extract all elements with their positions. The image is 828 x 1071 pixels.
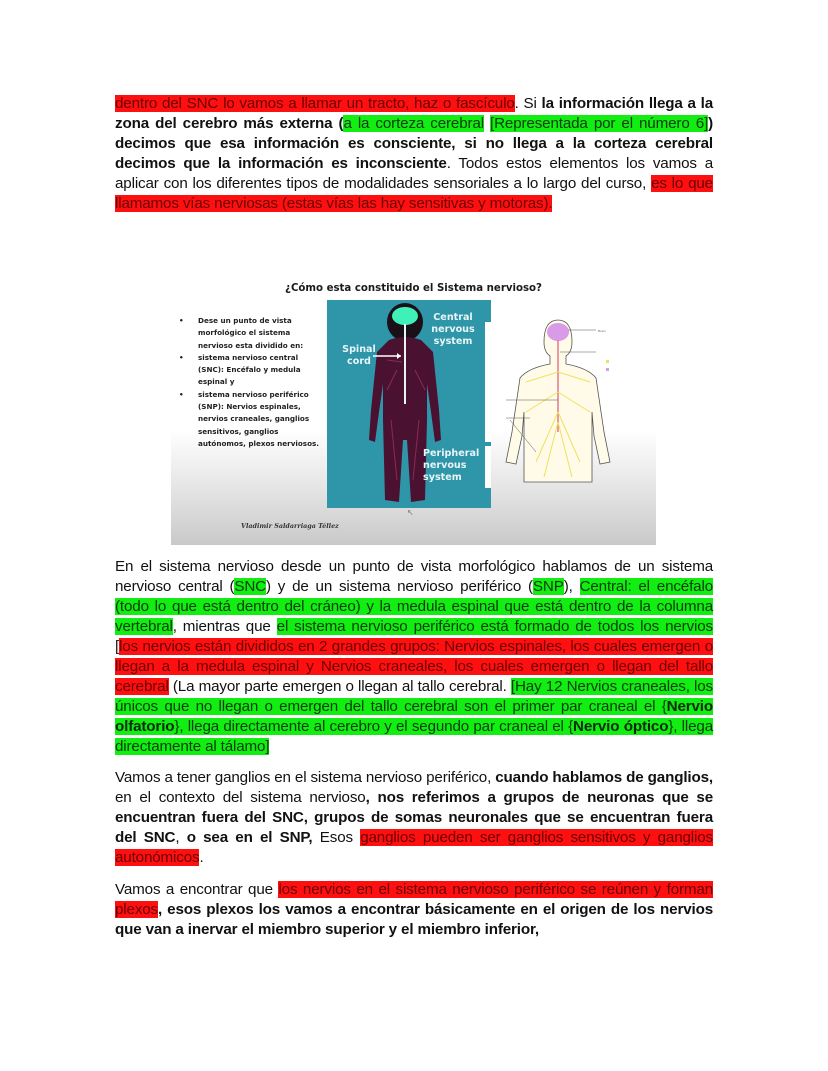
bold-text: , esos plexos los vamos a encontrar básicamente en el origen de los nervios que van a inervar el miembro superior y el miembro inferior,	[115, 901, 713, 938]
paragraph-ganglios	[115, 768, 713, 868]
bracket	[485, 446, 491, 488]
bold-text: , nos referimos a grupos de neuronas que se encuentran fuera del SNC, grupos de somas neuronales que se encuentran fuera del SNC	[115, 789, 713, 846]
text: .	[199, 849, 204, 866]
text: ),	[563, 578, 580, 595]
highlight-red: los nervios están divididos en 2 grandes grupos: Nervios espinales, los cuales emergen o llegan a la medula espinal y Nervios craneales, los cuales emergen o llegan del tallo cerebral	[115, 638, 713, 695]
mouse-cursor-icon: ↖	[407, 508, 414, 517]
bold-text: Nervio olfatorio	[115, 698, 713, 735]
highlight-red: es lo que llamamos vías nerviosas (estas vías las hay sensitivas y motoras).	[115, 175, 713, 212]
text: [Hay 12 Nervios craneales, los únicos que no llegan o emergen del tallo cerebral son el primer par craneal el {	[115, 678, 714, 715]
highlight-red: ganglios pueden ser ganglios sensitivos y ganglios autonómicos	[115, 829, 713, 866]
slide-title: ¿Cómo esta constituido el Sistema nervioso?	[285, 283, 542, 294]
text: Esos	[312, 829, 361, 846]
bold-text: decimos que esa información es consciente, si no llega a la corteza cerebral decimos que la información es inconsciente	[115, 135, 713, 172]
text: . Si	[514, 95, 542, 112]
text: Vamos a tener ganglios en el sistema nervioso periférico,	[115, 769, 496, 786]
anatomy-diagram-icon	[496, 312, 656, 492]
text: . Todos estos elementos los vamos a aplicar con los diferentes tipos de modalidades sensoriales a lo largo del curso,	[115, 155, 713, 192]
text: }, llega directamente al tálamo]	[115, 718, 714, 755]
label-brain: Brain	[598, 329, 606, 333]
highlight-green: SNP	[532, 578, 564, 595]
text: }, llega directamente al cerebro y el segundo par craneal el {	[174, 718, 574, 735]
text: (La mayor parte emergen o llegan al tallo cerebral.	[168, 678, 511, 695]
paragraph-plexos	[115, 880, 713, 940]
slide-author: Vladimir Saldarriaga Téllez	[241, 522, 339, 530]
highlight-green: SNC	[234, 578, 266, 595]
text: , mientras que	[172, 618, 277, 635]
highlight-green: [Representada por el número 6]	[490, 115, 709, 132]
bold-text: cuando hablamos de ganglios,	[495, 769, 713, 786]
highlight-green: el sistema nervioso periférico está formado de todos los nervios	[276, 618, 713, 635]
bold-text: la información llega a la zona del cerebro más externa (	[115, 95, 714, 132]
bracket	[485, 322, 491, 442]
bullet-item: • sistema nervioso central (SNC): Encéfalo y medula espinal y	[175, 352, 325, 389]
bold-text: )	[708, 115, 713, 132]
text: en el contexto del sistema nervioso	[115, 789, 366, 806]
highlight-green: Central: el encéfalo (todo lo que está dentro del cráneo) y la medula espinal que está dentro de la columna vertebral	[115, 578, 713, 635]
label-central: Central nervous system	[431, 312, 475, 347]
text: [	[115, 638, 120, 655]
highlight-red: dentro del SNC lo vamos a llamar un tracto, haz o fascículo	[115, 95, 515, 112]
nervous-system-photo	[327, 300, 491, 508]
text: ) y de un sistema nervioso periférico (	[266, 578, 533, 595]
text: ,	[175, 829, 187, 846]
bullet-item: • sistema nervioso periférico (SNP): Nervios espinales, nervios craneales, ganglios sensitivos, ganglios autónomos, plexos nerviosos.	[175, 389, 325, 450]
label-peripheral: Peripheral nervous system	[423, 448, 480, 483]
highlight-green: a la corteza cerebral	[343, 115, 484, 132]
bold-text: o sea en el SNP,	[186, 829, 313, 846]
slide-bullets	[175, 315, 325, 450]
paragraph-snc-snp	[115, 557, 713, 757]
bold-text: Nervio óptico	[573, 718, 669, 735]
text: En el sistema nervioso desde un punto de vista morfológico hablamos de un sistema nervioso central (	[115, 558, 713, 595]
nervous-system-diagram	[496, 312, 656, 492]
slide-figure	[171, 242, 656, 545]
bullet-item: • Dese un punto de vista morfológico el sistema nervioso esta dividido en:	[175, 315, 325, 352]
text: Vamos a encontrar que	[115, 881, 279, 898]
paragraph-vias-nerviosas	[115, 94, 713, 214]
label-spinal-cord: Spinal cord	[342, 344, 376, 367]
highlight-red: los nervios en el sistema nervioso periférico se reúnen y forman plexos	[115, 881, 713, 918]
